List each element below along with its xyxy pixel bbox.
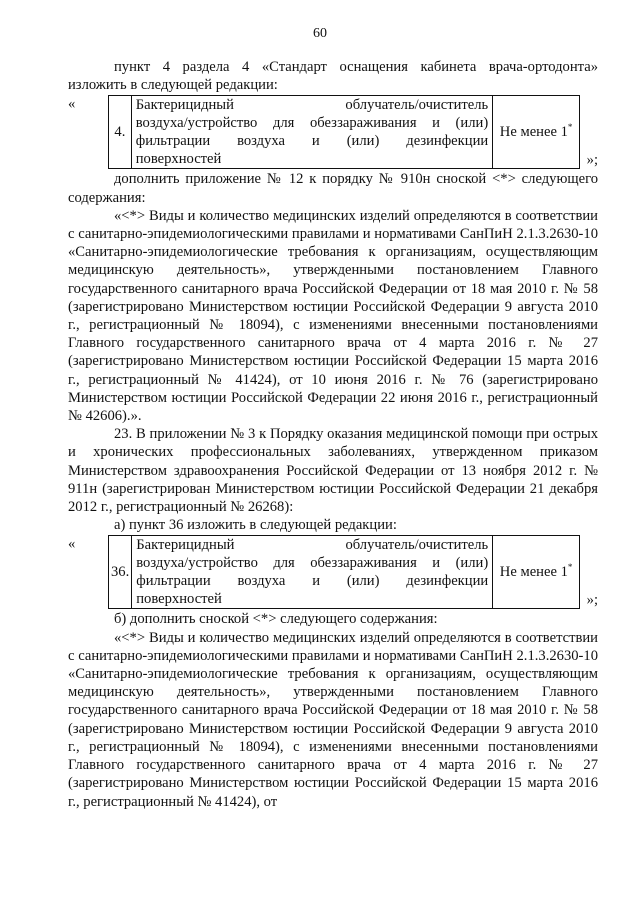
page-number: 60 — [313, 26, 327, 41]
quantity-requirement — [493, 96, 580, 169]
row-number: 36. — [109, 536, 132, 609]
closing-quote: »; — [586, 592, 598, 609]
equipment-name — [131, 96, 492, 169]
paragraph-item-a: а) пункт 36 изложить в следующей редакции: — [114, 517, 397, 534]
equipment-name-line: Бактерицидный облучатель/очиститель — [136, 537, 489, 554]
paragraph-item-4-intro: пункт 4 раздела 4 «Стандарт оснащения кабинета врача-ортодонта» изложить в следующей редакции: — [68, 59, 598, 94]
table-block-1 — [68, 95, 598, 169]
equipment-name-line: Бактерицидный облучатель/очиститель — [135, 97, 489, 114]
requirement-text: Не менее 1 — [499, 124, 568, 141]
equipment-table-2 — [108, 535, 580, 609]
equipment-name-line: воздуха/устройство для обеззараживания и (или) — [136, 555, 489, 572]
equipment-name-line: фильтрации воздуха и (или) дезинфекции — [136, 573, 489, 590]
footnote-text-1: «<*> Виды и количество медицинских изделий определяются в соответствии с санитарно-эпидемиологическими правилами и нормативами СанПиН 2.1.3.2630-10 «Санитарно-эпидемиологические требования к организациям, осуществляющим медицинскую деятельность», утвержденными постановлением Главного государственного санитарного врача Российской Федерации от 18 мая 2010 г. № 58 (зарегистрировано Министерством юстиции Российской Федерации 9 августа 2010 г., регистрационный № 18094), с изменениями внесенными постановлениями Главного государственного санитарного врача от 4 марта 2016 г. № 27 (зарегистрировано Министерством юстиции Российской Федерации 15 марта 2016 г., регистрационный № 41424), от 10 июня 2016 г. № 76 (зарегистрировано Министерством юстиции Российской Федерации 22 июня 2016 г., регистрационный № 42606).». — [68, 207, 598, 425]
equipment-table-1 — [108, 95, 580, 169]
table-row — [109, 536, 580, 609]
equipment-name-line: поверхностей — [135, 151, 222, 168]
opening-quote: « — [68, 536, 76, 553]
requirement-text: Не менее 1 — [499, 564, 568, 581]
paragraph-item-b: б) дополнить сноской <*> следующего содержания: — [114, 611, 438, 628]
equipment-name — [132, 536, 493, 609]
equipment-name-line: поверхностей — [136, 591, 222, 608]
opening-quote: « — [68, 96, 76, 113]
table-block-2 — [68, 535, 598, 609]
equipment-name-line: воздуха/устройство для обеззараживания и (или) — [135, 115, 489, 132]
paragraph-item-23: 23. В приложении № 3 к Порядку оказания медицинской помощи при острых и хронических профессиональных заболеваниях, утвержденном приказом Министерством здравоохранения Российской Федерации от 13 ноября 2012 г. № 911н (зарегистрирован Министерством юстиции Российской Федерации 21 декабря 2012 г., регистрационный № 26268): — [68, 426, 598, 516]
table-row — [109, 96, 580, 169]
quantity-requirement — [493, 536, 580, 609]
equipment-name-line: фильтрации воздуха и (или) дезинфекции — [135, 133, 489, 150]
footnote-marker: * — [567, 122, 573, 133]
footnote-text-2: «<*> Виды и количество медицинских изделий определяются в соответствии с санитарно-эпидемиологическими правилами и нормативами СанПиН 2.1.3.2630-10 «Санитарно-эпидемиологические требования к организациям, осуществляющим медицинскую деятельность», утвержденными постановлением Главного государственного санитарного врача Российской Федерации от 18 мая 2010 г. № 58 (зарегистрировано Министерством юстиции Российской Федерации 9 августа 2010 г., регистрационный № 18094), с изменениями внесенными постановлениями Главного государственного санитарного врача от 4 марта 2016 г. № 27 (зарегистрировано Министерством юстиции Российской Федерации 15 марта 2016 г., регистрационный № 41424), от — [68, 629, 598, 810]
footnote-marker: * — [567, 562, 573, 573]
closing-quote: »; — [586, 152, 598, 169]
row-number: 4. — [109, 96, 132, 169]
paragraph-footnote-intro: дополнить приложение № 12 к порядку № 910н сноской <*> следующего содержания: — [68, 171, 598, 206]
document-body — [68, 58, 598, 811]
